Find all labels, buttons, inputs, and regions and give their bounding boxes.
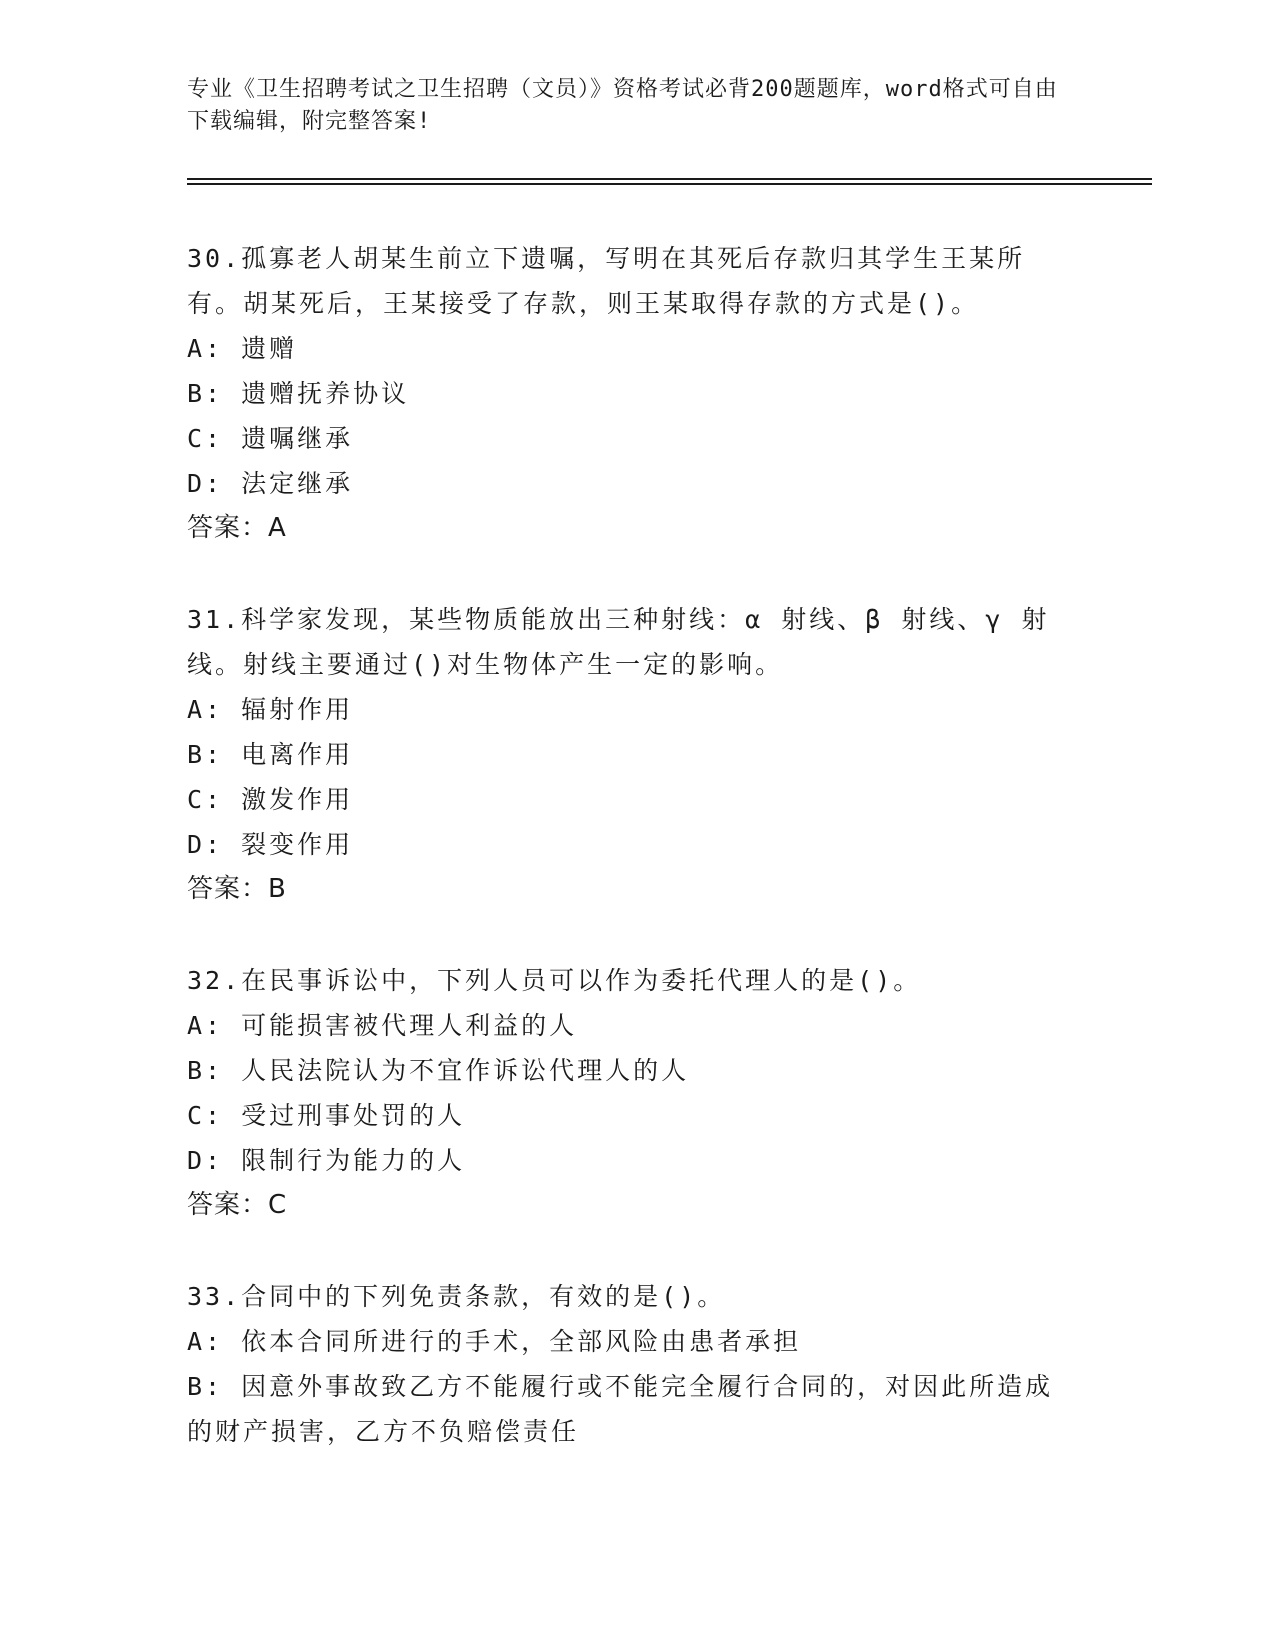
option-d: D: 裂变作用: [187, 830, 354, 859]
question-stem: 31.科学家发现，某些物质能放出三种射线：α 射线、β 射线、γ 射线。射线主要通过()对生物体产生一定的影响。: [187, 605, 1050, 679]
answer: 答案：B: [187, 874, 287, 904]
option-b: B: 人民法院认为不宜作诉讼代理人的人: [187, 1056, 690, 1085]
answer: 答案：A: [187, 513, 287, 543]
option-b: B: 因意外事故致乙方不能履行或不能完全履行合同的，对因此所造成的财产损害，乙方不负赔偿责任: [187, 1372, 1054, 1446]
question-stem: 32.在民事诉讼中，下列人员可以作为委托代理人的是()。: [187, 966, 922, 995]
option-d: D: 法定继承: [187, 469, 354, 498]
option-b: B: 遗赠抚养协议: [187, 379, 410, 408]
question-30: [187, 236, 1067, 551]
option-a: A: 可能损害被代理人利益的人: [187, 1011, 578, 1040]
header-rule-bottom: [187, 183, 1152, 185]
document-header: 专业《卫生招聘考试之卫生招聘（文员）》资格考试必背200题题库，word格式可自由下载编辑，附完整答案!: [187, 77, 1058, 134]
option-c: C: 激发作用: [187, 785, 354, 814]
option-c: C: 受过刑事处罚的人: [187, 1101, 466, 1130]
option-a: A: 依本合同所进行的手术，全部风险由患者承担: [187, 1327, 802, 1356]
question-33: [187, 1274, 1067, 1454]
option-c: C: 遗嘱继承: [187, 424, 354, 453]
answer: 答案：C: [187, 1190, 288, 1220]
question-32: [187, 958, 1067, 1228]
question-stem: 33.合同中的下列免责条款，有效的是()。: [187, 1282, 726, 1311]
option-a: A: 辐射作用: [187, 695, 354, 724]
option-a: A: 遗赠: [187, 334, 298, 363]
header-rule-top: [187, 178, 1152, 180]
question-stem: 30.孤寡老人胡某生前立下遗嘱，写明在其死后存款归其学生王某所有。胡某死后，王某接受了存款，则王某取得存款的方式是()。: [187, 244, 1026, 318]
question-31: [187, 597, 1067, 912]
option-d: D: 限制行为能力的人: [187, 1146, 466, 1175]
option-b: B: 电离作用: [187, 740, 354, 769]
question-list: [187, 236, 1067, 1500]
